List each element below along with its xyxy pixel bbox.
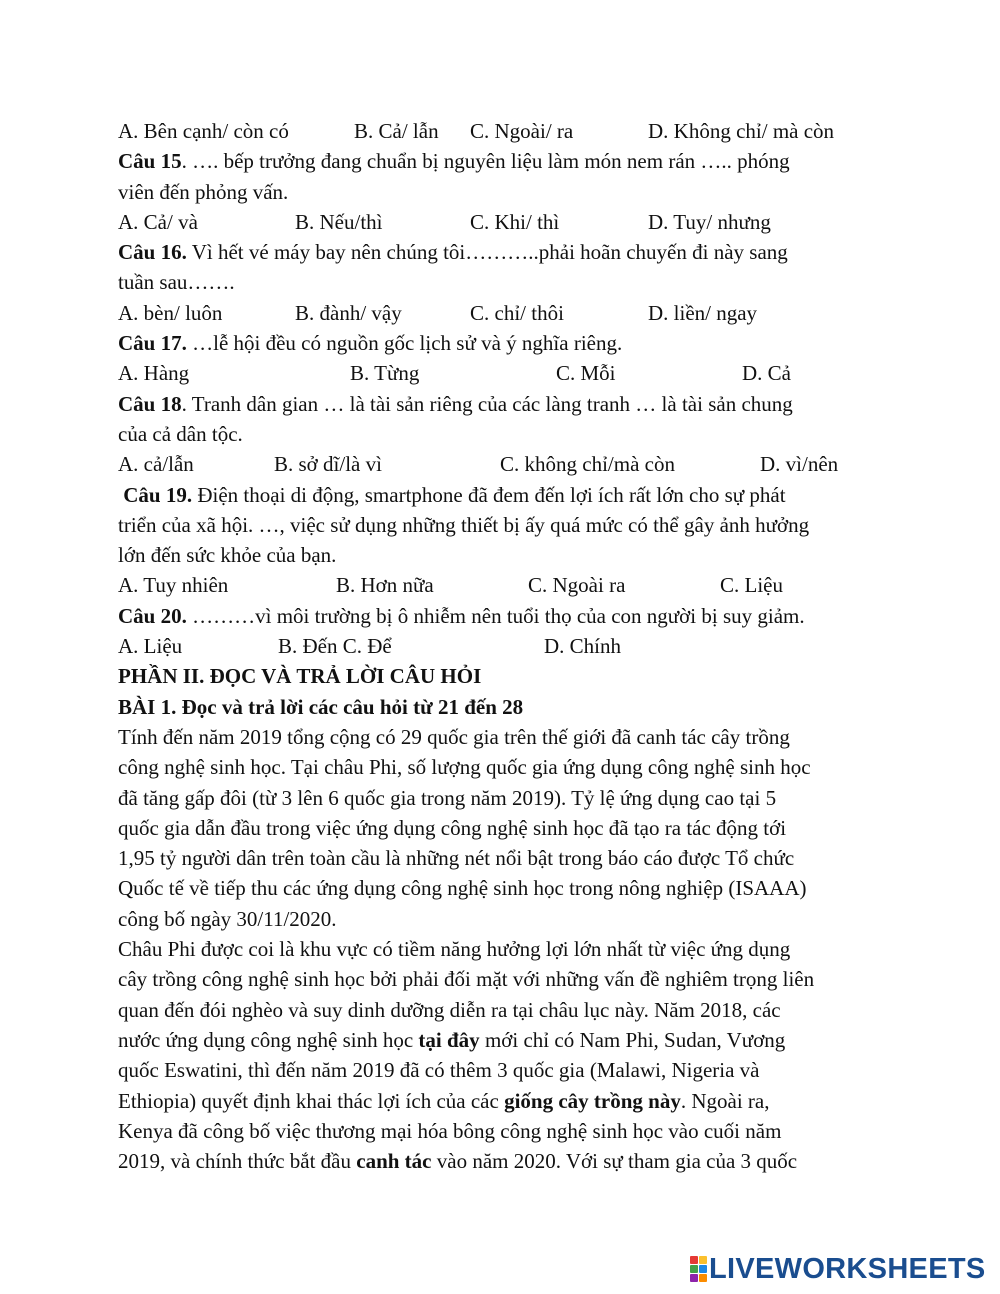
q20-option-a: A. Liệu <box>118 634 183 659</box>
passage-heading: BÀI 1. Đọc và trả lời các câu hỏi từ 21 đến 28 <box>118 694 524 719</box>
q19-question: Câu 19. Điện thoại di động, smartphone đã đem đến lợi ích rất lớn cho sự phát <box>123 482 786 507</box>
q20-question: Câu 20. ………vì môi trường bị ô nhiễm nên tuổi thọ của con người bị suy giảm. <box>118 603 805 628</box>
logo-block <box>690 1256 698 1264</box>
para-line: Kenya đã công bố việc thương mại hóa bông công nghệ sinh học vào cuối năm <box>118 1118 782 1143</box>
q18-option-d: D. vì/nên <box>760 452 839 477</box>
q14-options <box>118 116 888 146</box>
q19-option-a: A. Tuy nhiên <box>118 573 229 598</box>
q17-option-c: C. Mỗi <box>556 361 616 386</box>
q15-question: Câu 15. …. bếp trưởng đang chuẩn bị nguyên liệu làm món nem rán ….. phóng <box>118 149 790 174</box>
q16-question-cont: tuần sau……. <box>118 270 235 295</box>
passage-paragraph-2 <box>118 934 888 1176</box>
q14-option-b: B. Cả/ lẫn <box>354 119 439 143</box>
para-line: Châu Phi được coi là khu vực có tiềm năng hưởng lợi lớn nhất từ việc ứng dụng <box>118 937 791 962</box>
q18-label: Câu 18 <box>118 391 182 416</box>
para-line: công nghệ sinh học. Tại châu Phi, số lượng quốc gia ứng dụng công nghệ sinh học <box>118 755 811 780</box>
q14-option-a: A. Bên cạnh/ còn có <box>118 119 289 143</box>
q17-options <box>118 358 888 388</box>
section-heading: PHẦN II. ĐỌC VÀ TRẢ LỜI CÂU HỎI <box>118 664 482 689</box>
q16-option-c: C. chỉ/ thôi <box>470 300 564 325</box>
q20-option-b: B. Đến C. Để <box>278 634 392 659</box>
q18-option-b: B. sở dĩ/là vì <box>274 452 382 477</box>
logo-block <box>699 1265 707 1273</box>
para-line: quốc Eswatini, thì đến năm 2019 đã có thêm 3 quốc gia (Malawi, Nigeria và <box>118 1058 760 1083</box>
q15-option-a: A. Cả/ và <box>118 209 198 234</box>
q16-question: Câu 16. Vì hết vé máy bay nên chúng tôi………..phải hoãn chuyến đi này sang <box>118 240 788 265</box>
q16-options <box>118 298 888 328</box>
q18-option-c: C. không chỉ/mà còn <box>500 452 675 477</box>
para-line: Quốc tế về tiếp thu các ứng dụng công nghệ sinh học trong nông nghiệp (ISAAA) <box>118 876 807 901</box>
q15-option-c: C. Khi/ thì <box>470 209 560 234</box>
worksheet-page <box>118 116 888 1176</box>
q15-question-cont: viên đến phỏng vấn. <box>118 179 289 204</box>
q17-label: Câu 17. <box>118 331 187 356</box>
q19-option-b: B. Hơn nữa <box>336 573 434 598</box>
passage-paragraph-1 <box>118 722 888 934</box>
q17-option-b: B. Từng <box>350 361 420 386</box>
para-line: cây trồng công nghệ sinh học bởi phải đối mặt với những vấn đề nghiêm trọng liên <box>118 967 815 992</box>
para-line: công bố ngày 30/11/2020. <box>118 906 337 931</box>
q19-options <box>118 570 888 600</box>
para-line: 1,95 tỷ người dân trên toàn cầu là những nét nổi bật trong báo cáo được Tổ chức <box>118 846 795 871</box>
q15-option-b: B. Nếu/thì <box>295 209 383 234</box>
keyword-tai-day: tại đây <box>418 1027 480 1052</box>
q17-option-a: A. Hàng <box>118 361 190 386</box>
para-line: Tính đến năm 2019 tổng cộng có 29 quốc gia trên thế giới đã canh tác cây trồng <box>118 724 790 749</box>
q20-label: Câu 20. <box>118 603 187 628</box>
q19-option-d: C. Liệu <box>720 573 783 598</box>
keyword-giong-cay-trong: giống cây trồng này <box>504 1088 681 1113</box>
q15-option-d: D. Tuy/ nhưng <box>648 209 771 234</box>
logo-block <box>690 1274 698 1282</box>
q16-option-d: D. liền/ ngay <box>648 300 758 325</box>
q16-option-b: B. đành/ vậy <box>295 300 402 325</box>
q18-option-a: A. cả/lẫn <box>118 452 194 477</box>
q17-question: Câu 17. …lễ hội đều có nguồn gốc lịch sử và ý nghĩa riêng. <box>118 331 623 356</box>
para-line: quan đến đói nghèo và suy dinh dưỡng diễn ra tại châu lục này. Năm 2018, các <box>118 997 781 1022</box>
q14-option-c: C. Ngoài/ ra <box>470 119 574 143</box>
q18-question: Câu 18. Tranh dân gian … là tài sản riêng của các làng tranh … là tài sản chung <box>118 391 793 416</box>
q19-option-c: C. Ngoài ra <box>528 573 626 598</box>
logo-block <box>699 1256 707 1264</box>
logo-text: LIVEWORKSHEETS <box>709 1252 986 1285</box>
para-line: đã tăng gấp đôi (từ 3 lên 6 quốc gia trong năm 2019). Tỷ lệ ứng dụng cao tại 5 <box>118 785 777 810</box>
q19-label: Câu 19. <box>123 482 193 507</box>
logo-blocks-icon <box>690 1256 707 1282</box>
q19-question-cont2: lớn đến sức khỏe của bạn. <box>118 543 337 568</box>
q18-question-cont: của cả dân tộc. <box>118 421 243 446</box>
para-line: 2019, và chính thức bắt đầu canh tác vào năm 2020. Với sự tham gia của 3 quốc <box>118 1149 798 1174</box>
keyword-canh-tac: canh tác <box>356 1149 432 1174</box>
q19-question-cont: triển của xã hội. …, việc sử dụng những thiết bị ấy quá mức có thể gây ảnh hưởng <box>118 512 810 537</box>
para-line: nước ứng dụng công nghệ sinh học tại đây mới chỉ có Nam Phi, Sudan, Vương <box>118 1027 786 1052</box>
q15-label: Câu 15 <box>118 149 182 174</box>
q20-options <box>118 631 888 661</box>
para-line: Ethiopia) quyết định khai thác lợi ích của các giống cây trồng này. Ngoài ra, <box>118 1088 770 1113</box>
q14-option-d: D. Không chỉ/ mà còn <box>648 119 835 143</box>
logo-block <box>699 1274 707 1282</box>
liveworksheets-logo[interactable] <box>690 1252 986 1286</box>
q20-option-d: D. Chính <box>544 634 622 659</box>
q18-options <box>118 449 888 479</box>
para-line: quốc gia dẫn đầu trong việc ứng dụng công nghệ sinh học đã tạo ra tác động tới <box>118 815 787 840</box>
q16-option-a: A. bèn/ luôn <box>118 300 223 325</box>
logo-block <box>690 1265 698 1273</box>
q17-option-d: D. Cả <box>742 361 791 386</box>
q15-options <box>118 207 888 237</box>
q16-label: Câu 16. <box>118 240 187 265</box>
